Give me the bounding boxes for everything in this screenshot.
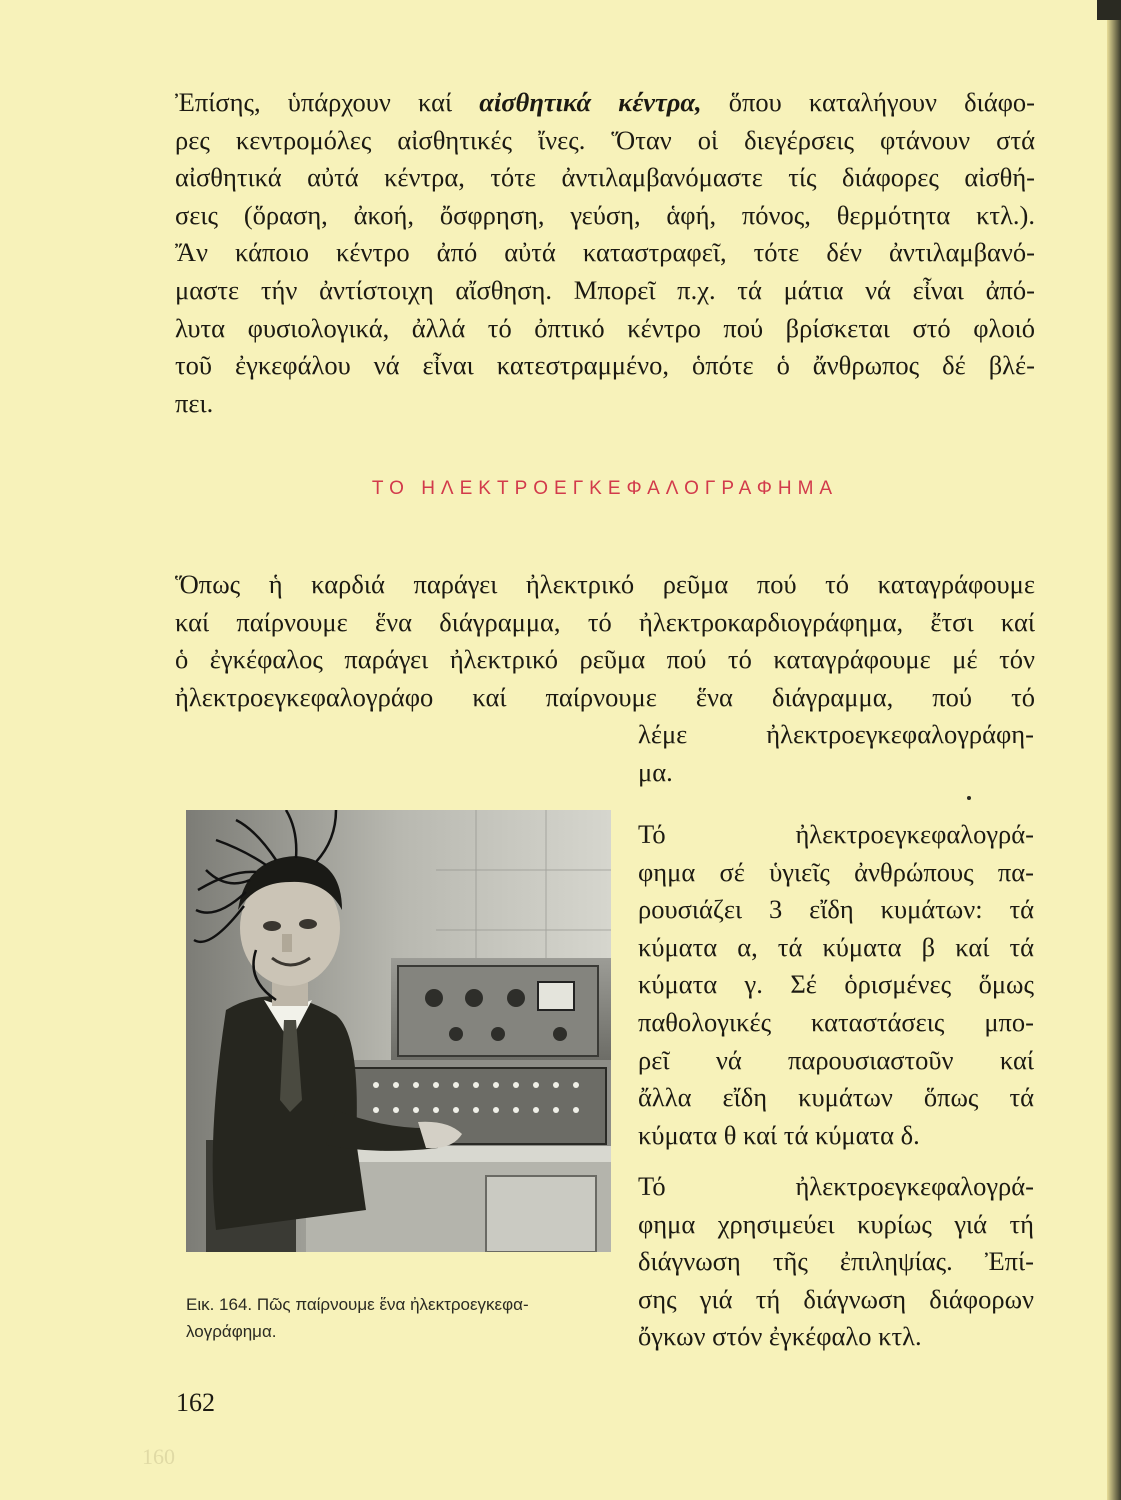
caption-line: λογράφημα. [186,1322,277,1341]
paragraph-wave-types [638,816,1034,1154]
caption-line: Εικ. 164. Πῶς παίρνουμε ἕνα ἠλεκτροεγκεφα- [186,1295,529,1314]
text-line: κύματα α, τά κύματα β καί τά [638,931,1034,962]
text-line: φημα χρησιμεύει κυρίως γιά τή [638,1208,1034,1239]
text-line: φημα σέ ὑγιεῖς ἀνθρώπους πα- [638,856,1034,887]
binding-edge-corner [1097,0,1121,20]
text-line: τοῦ ἐγκεφάλου νά εἶναι κατεστραμμένο, ὁπότε ὁ ἄνθρωπος δέ βλέ- [175,350,1035,381]
binding-edge [1107,0,1121,1500]
text-line: μα. [638,756,673,787]
text-line: διάγνωση τῆς ἐπιληψίας. Ἐπί- [638,1246,1034,1277]
text-line: ρουσιάζει 3 εἴδη κυμάτων: τά [638,894,1034,925]
text-line: παθολογικές καταστάσεις μπο- [638,1006,1034,1037]
text-line: ρεῖ νά παρουσιαστοῦν καί [638,1044,1034,1075]
text-line: λυτα φυσιολογικά, ἀλλά τό ὀπτικό κέντρο πού βρίσκεται στό φλοιό [175,312,1035,343]
figure-caption [186,1291,616,1345]
text-line: Τό ἠλεκτροεγκεφαλογρά- [638,1171,1034,1201]
text-line: Τό ἠλεκτροεγκεφαλογρά- [638,819,1034,849]
text-line: ὁ ἐγκέφαλος παράγει ἠλεκτρικό ρεῦμα πού τό καταγράφουμε μέ τόν [175,644,1035,675]
text-line: κύματα θ καί τά κύματα δ. [638,1119,920,1150]
text-line: Ὅπως ἡ καρδιά παράγει ἠλεκτρικό ρεῦμα πού τό καταγράφουμε [175,569,1035,599]
section-heading: ΤΟ ΗΛΕΚΤΡΟΕΓΚΕΦΑΛΟΓΡΑΦΗΜΑ [371,478,839,499]
text-line: ρες κεντρομόλες αἰσθητικές ἴνες. Ὅταν οἱ διεγέρσεις φτάνουν στά [175,124,1035,155]
paragraph-eeg-uses [638,1168,1034,1356]
text-line: σεις (ὅραση, ἀκοή, ὄσφρηση, γεύση, ἁφή, πόνος, θερμότητα κτλ.). [175,199,1035,230]
text-line: αἰσθητικά αὐτά κέντρα, τότε ἀντιλαμβανόμαστε τίς διάφορες αἰσθή- [175,162,1035,193]
text-line: ἠλεκτροεγκεφαλογράφο καί παίρνουμε ἕνα διάγραμμα, πού τό [175,681,1035,712]
page-number: 162 [176,1388,215,1417]
paragraph-eeg-intro-tail [638,716,1034,791]
text-line: Ἐπίσης, ὑπάρχουν καί αἰσθητικά κέντρα, ὅπου καταλήγουν διάφο- [175,87,1035,117]
paragraph-eeg-intro [175,566,1035,716]
text-line: καί παίρνουμε ἕνα διάγραμμα, τό ἠλεκτροκαρδιογράφημα, ἔτσι καί [175,606,1035,637]
text-line: πει. [175,387,214,418]
text-line: ὄγκων στόν ἐγκέφαλο κτλ. [638,1321,922,1352]
show-through-page-number: 160 [142,1444,175,1469]
text-line: σης γιά τή διάγνωση διάφορων [638,1283,1034,1314]
bold-term: αἰσθητικά κέντρα, [479,87,702,117]
text-line: μαστε τήν ἀντίστοιχη αἴσθηση. Μπορεῖ π.χ. τά μάτια νά εἶναι ἀπό- [175,274,1035,305]
figure-photo [186,810,611,1252]
text-line: ἄλλα εἴδη κυμάτων ὅπως τά [638,1082,1034,1113]
paragraph-sensory-centers [175,84,1035,422]
text-line: λέμε ἠλεκτροεγκεφαλογράφη- [638,719,1034,749]
text-line: Ἄν κάποιο κέντρο ἀπό αὐτά καταστραφεῖ, τότε δέν ἀντιλαμβανό- [175,237,1035,268]
text-line: κύματα γ. Σέ ὁρισμένες ὅμως [638,969,1034,1000]
print-speck [967,796,971,800]
